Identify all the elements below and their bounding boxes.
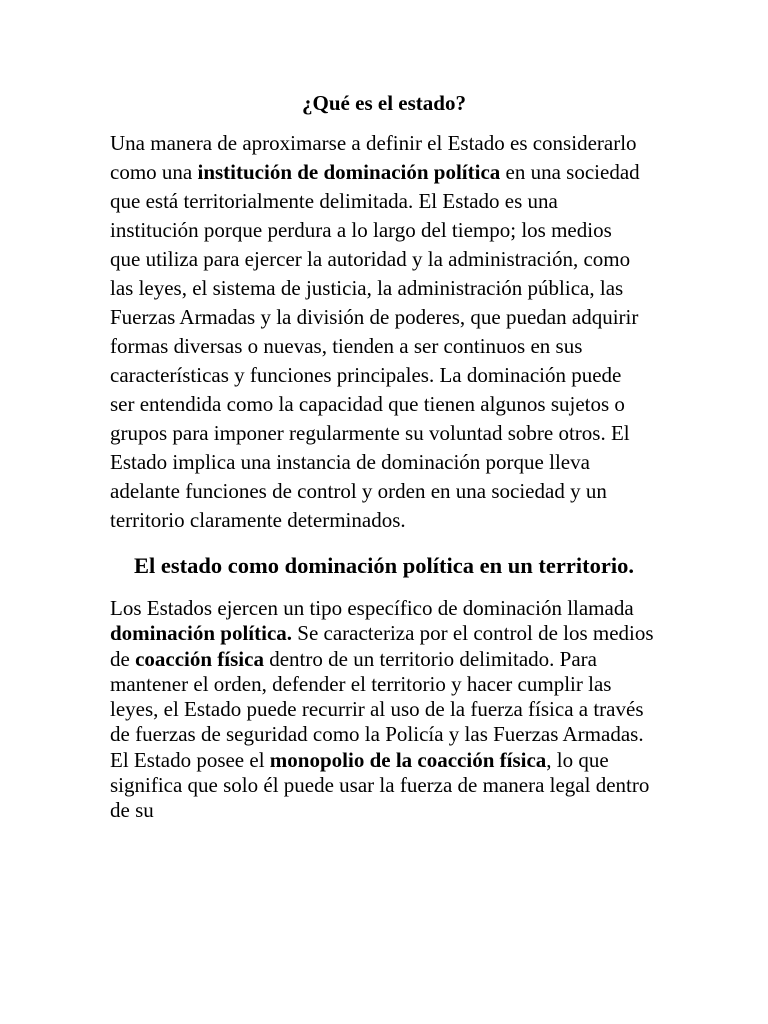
paragraph-definition [110, 129, 642, 535]
bold-term-dominacion-politica: dominación política. [110, 621, 293, 646]
paragraph-dominacion-mid1: Se caracteriza por el control de los medios de [110, 621, 654, 671]
section-heading: El estado como dominación política en un territorio. [134, 553, 634, 578]
paragraph-definition-rest: en una sociedad que está territorialmente delimitada. El Estado es una institución porque perdura a lo largo del tiempo; los medios que utiliza para ejercer la autoridad y la administración, como las leyes, el sistema de justicia, la administración pública, las Fuerzas Armadas y la división de poderes, que puedan adquirir formas diversas o nuevas, tienden a ser continuos en sus características y funciones principales. La dominación puede ser entendida como la capacidad que tienen algunos sujetos o grupos para imponer regularmente su voluntad sobre otros. El Estado implica una instancia de dominación porque lleva adelante funciones de control y orden en una sociedad y un territorio claramente determinados. [110, 160, 640, 532]
paragraph-dominacion-end: , lo que significa que solo él puede usar la fuerza de manera legal dentro de su [110, 747, 650, 823]
bold-term-institucion: institución de dominación política [197, 160, 501, 184]
bold-term-coaccion-fisica: coacción física [135, 646, 264, 671]
paragraph-definition-intro: Una manera de aproximarse a definir el Estado es considerarlo como una [110, 131, 637, 184]
paragraph-dominacion-intro: Los Estados ejercen un tipo específico de dominación llamada [110, 596, 634, 620]
page-title: ¿Qué es el estado? [302, 91, 466, 115]
paragraph-dominacion-mid2: dentro de un territorio delimitado. Para mantener el orden, defender el territorio y hacer cumplir las leyes, el Estado puede recurrir al uso de la fuerza física a través de fuerzas de seguridad como la Policía y las Fuerzas Armadas. El Estado posee el [110, 646, 644, 772]
bold-term-monopolio: monopolio de la coacción física [269, 747, 547, 772]
document-page [110, 84, 658, 824]
paragraph-dominacion [110, 596, 662, 824]
